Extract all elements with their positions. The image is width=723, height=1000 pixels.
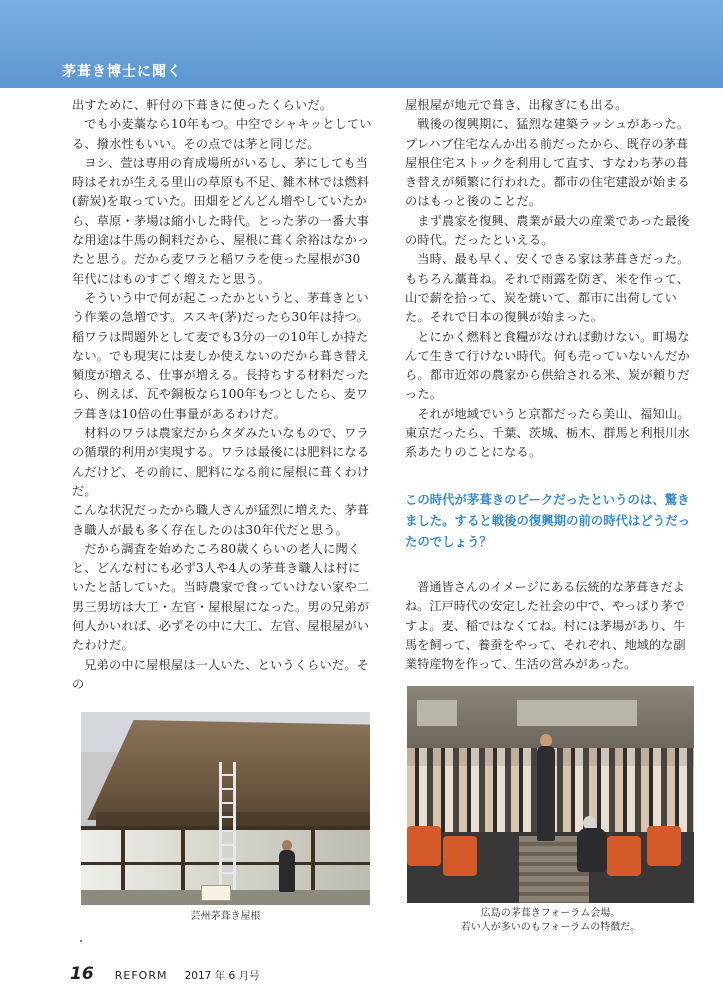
paragraph: それが地域でいうと京都だったら美山、福知山。東京だったら、千葉、茨城、栃木、群馬と利根川水系あたりのことになる。 — [405, 406, 690, 460]
paragraph: 当時、最も早く、安くできる家は茅葺きだった。もちろん藁葺ね。それで雨露を防ぎ、米を作って、山で薪を拾って、炭を焼いて、都市に出荷していた。それで日本の復興が始まった。 — [405, 252, 690, 325]
paragraph: 戦後の復興期に、猛烈な建築ラッシュがあった。プレハブ住宅なんか出る前だったから、既存の茅葺屋根住宅ストックを利用して直す、すなわち茅の葺き替えが頻繁に行われた。都市の住宅建設が始まるのはもっと後のことだ。 — [405, 117, 690, 209]
paragraph: 屋根屋が地元で葺き、出稼ぎにも出る。 — [405, 98, 628, 112]
paragraph: 兄弟の中に屋根屋は一人いた、というくらいだ。その — [72, 657, 370, 691]
paragraph: まず農家を復興、農業が最大の産業であった最後の時代。だったといえる。 — [405, 213, 690, 248]
forum-hall-photo — [407, 686, 694, 903]
paragraph: こんな状況だったから職人さんが猛烈に増えた、茅葺き職人が最も多く存在したのは30年代だと思う。 — [72, 503, 370, 537]
left-column — [72, 96, 372, 694]
decorative-dot — [80, 940, 82, 942]
paragraph: ヨシ、萱は専用の育成場所がいるし、茅にしても当時はそれが生える里山の草原も不足、雑木林では燃料(薪炭)を取っていた。田畑をどんどん増やしていたから、草原・茅場は縮小した時代。とった茅の一番大事な用途は牛馬の飼料だから、屋根に葺く余裕はなかったと思う。だから麦ワラと稲ワラを使った屋根が30年代にはものすごく増えたと思う。 — [72, 155, 370, 286]
photo-caption — [407, 907, 694, 935]
issue-date: 2017 年 6 月号 — [184, 970, 260, 982]
photo-caption: 芸州茅葺き屋根 — [190, 911, 261, 922]
paragraph: 出すために、軒付の下葺きに使ったくらいだ。 — [72, 98, 333, 112]
thatched-roof-photo — [81, 712, 370, 905]
interview-answer — [405, 578, 695, 674]
interview-question: この時代が茅葺きのピークだったというのは、驚きました。すると戦後の復興期の前の時代はどうだったのでしょう？ — [405, 492, 690, 549]
paragraph: そういう中で何が起こったかというと、茅葺きという作業の急増です。ススキ(茅)だったら30年は持つ。稲ワラは問題外として麦でも3分の一の10年しか持たない。でも現実には麦しか使えないのだから葺き替え頻度が増える、仕事が増える。長持ちする材料だったら、例えば、瓦や銅板なら100年もつとしたら、麦ワラ葺きは10倍の仕事量があるわけだ。 — [72, 290, 370, 421]
section-label: 茅葺き博士に聞く — [62, 64, 182, 80]
paragraph: だから調査を始めたころ80歳くらいの老人に聞くと、どんな村にも必ず3人や4人の茅葺き職人は村にいたと話していた。当時農家で食っていけない家や二男三男坊は大工・左官・屋根屋になった。男の兄弟が何人かいれば、必ずその中に大工、左官、屋根屋がいたわけだ。 — [72, 541, 370, 653]
paragraph: とにかく燃料と食糧がなければ動けない。町場なんて生きて行けない時代。何も売っていないんだから。都市近郊の農家から供給される米、炭が頼りだった。 — [405, 329, 690, 402]
caption-line: 若い人が多いのもフォーラムの特徴だ。 — [460, 922, 641, 933]
page-footer — [70, 964, 260, 984]
paragraph: 材料のワラは農家だからタダみたいなもので、ワラの循環的利用が実現する。ワラは最後には肥料になるんだけど、その前に、肥料になる前に屋根に葺くわけだ。 — [72, 426, 370, 498]
right-column — [405, 96, 695, 463]
paragraph: 普通皆さんのイメージにある伝統的な茅葺きだよね。江戸時代の安定した社会の中で、やっぱり茅ですよ。麦、稲ではなくてね。村には茅場があり、牛馬を飼って、養蚕をやって、それぞれ、地域的な副業特産物を作って、生活の営みがあった。 — [405, 580, 686, 672]
page-number: 16 — [70, 964, 94, 984]
caption-line: 広島の茅葺きフォーラム会場。 — [480, 908, 621, 919]
magazine-name: REFORM — [114, 969, 168, 982]
paragraph: でも小麦藁なら10年もつ。中空でシャキッとしている、撥水性もいい。その点では茅と同じだ。 — [72, 117, 372, 151]
